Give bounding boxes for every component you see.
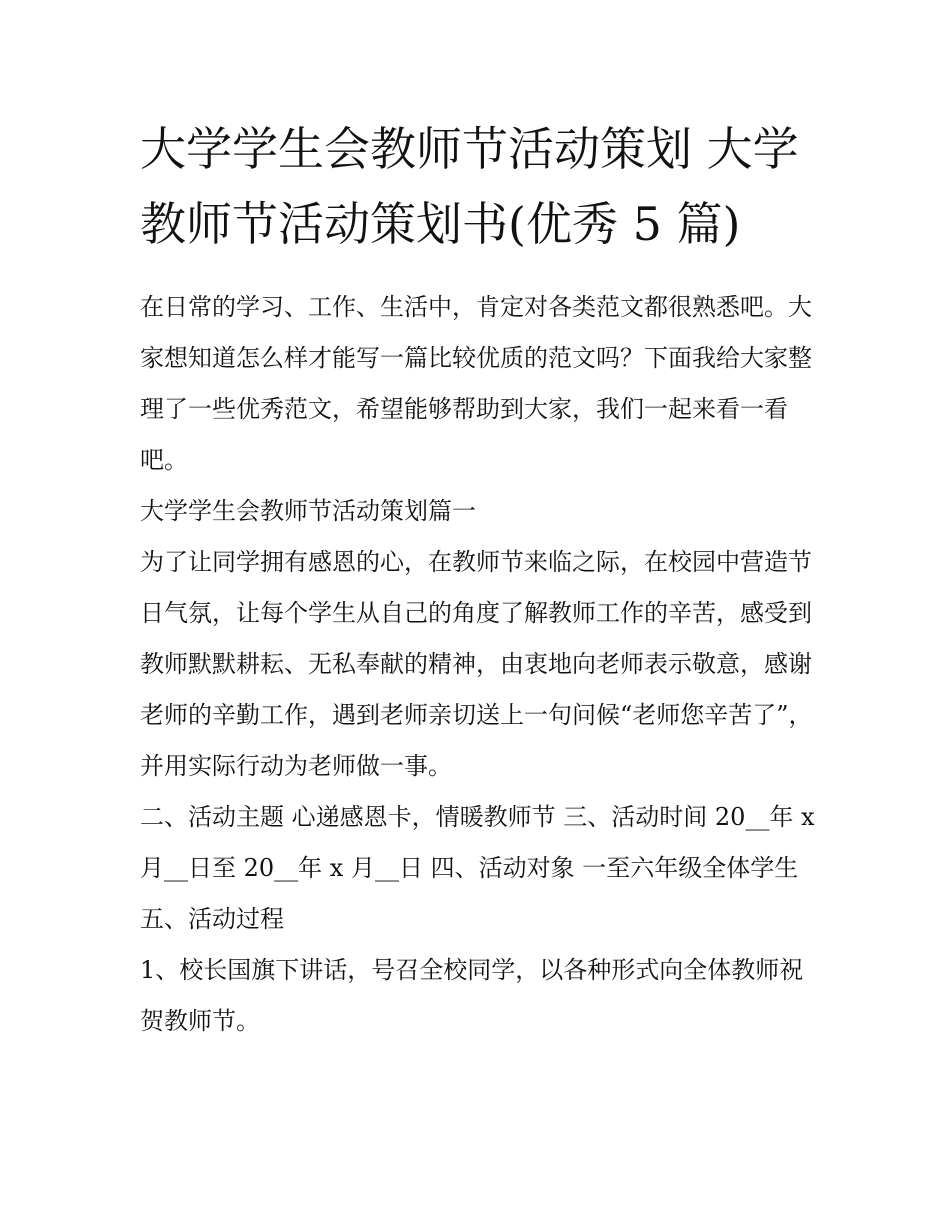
intro-paragraph: 在日常的学习、工作、生活中，肯定对各类范文都很熟悉吧。大家想知道怎么样才能写一篇比较优质的范文吗？下面我给大家整理了一些优秀范文，希望能够帮助到大家，我们一起来看一看吧。: [140, 293, 812, 474]
body-paragraph-1: 为了让同学拥有感恩的心，在教师节来临之际，在校园中营造节日气氛，让每个学生从自己的角度了解教师工作的辛苦，感受到教师默默耕耘、无私奉献的精神，由衷地向老师表示敬意，感谢老师的辛勤工作，遇到老师亲切送上一句问候“老师您辛苦了”，并用实际行动为老师做一事。: [140, 548, 813, 780]
document-title: 大学学生会教师节活动策划 大学教师节活动策划书(优秀 5 篇): [140, 122, 799, 251]
section-heading: 大学学生会教师节活动策划篇一: [140, 497, 476, 525]
body-paragraph-2: 二、活动主题 心递感恩卡，情暖教师节 三、活动时间 20__年 x 月__日至 20__年 x 月__日 四、活动对象 一至六年级全体学生 五、活动过程: [140, 803, 815, 933]
document-page: [140, 112, 820, 1047]
body-paragraph-3: 1、校长国旗下讲话，号召全校同学，以各种形式向全体教师祝贺教师节。: [140, 956, 804, 1035]
